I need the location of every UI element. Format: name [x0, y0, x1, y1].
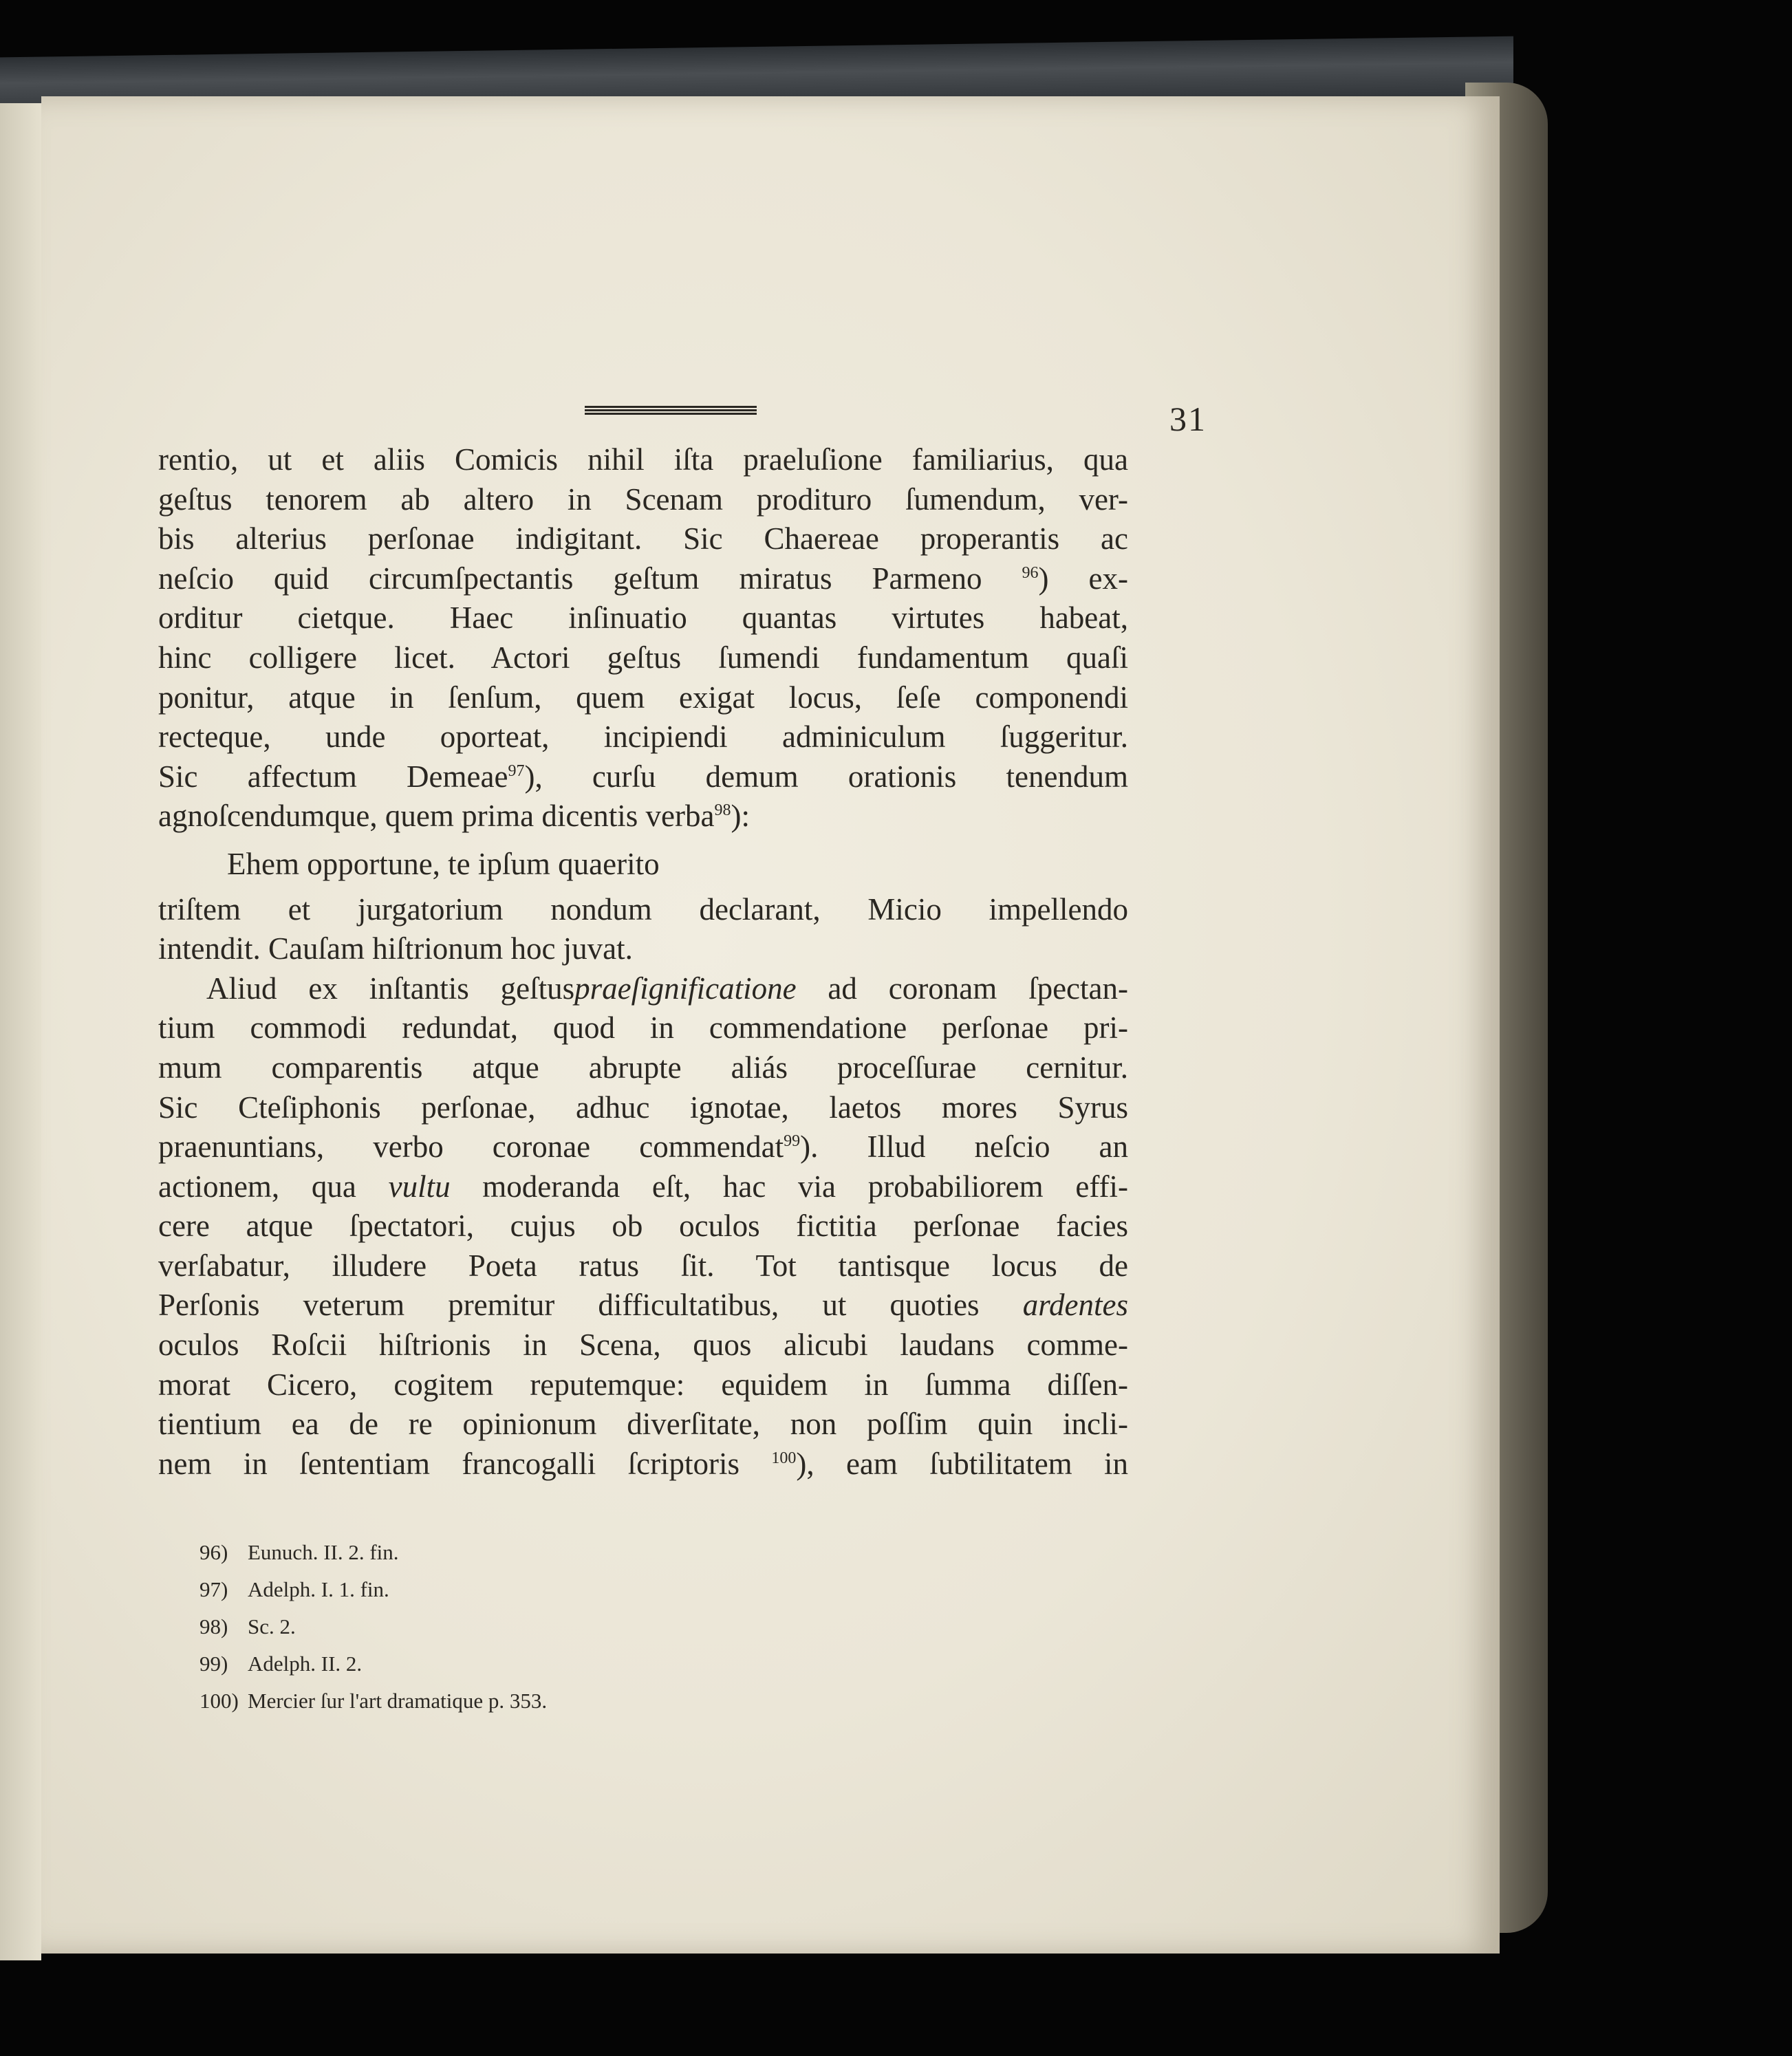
italic-term: praeſignificatione [574, 971, 797, 1006]
footnote-ref-96: 96 [1022, 563, 1039, 582]
book-page [41, 96, 1500, 1954]
text-segment: agnoſcendumque, quem prima dicentis verba [158, 799, 715, 834]
footnote [199, 1645, 547, 1682]
text-line [158, 757, 1128, 797]
text-line: recteque, unde oporteat, incipiendi adminiculum ſuggeritur. [158, 719, 1128, 755]
text-line: ponitur, atque in ſenſum, quem exigat locus, ſeſe componendi [158, 680, 1128, 715]
text-line [158, 1444, 1128, 1484]
text-line: morat Cicero, cogitem reputemque: equidem in ſumma diſſen- [158, 1367, 1128, 1402]
footnote [199, 1682, 547, 1720]
text-line [158, 559, 1128, 599]
text-segment: praenuntians, verbo coronae commendat [158, 1129, 784, 1165]
text-line: cere atque ſpectatori, cujus ob oculos fictitia perſonae facies [158, 1209, 1128, 1244]
text-segment: Perſonis veterum premitur difficultatibus, ut quoties [158, 1288, 980, 1323]
text-line: bis alterius perſonae indigitant. Sic Chaereae properantis ac [158, 521, 1128, 556]
text-line: tium commodi redundat, quod in commendatione perſonae pri- [158, 1010, 1128, 1046]
text-segment: ), curſu demum orationis tenendum [524, 759, 1128, 794]
text-line: geſtus tenorem ab altero in Scenam prodituro ſumendum, ver- [158, 481, 1128, 517]
text-line: rentio, ut et aliis Comicis nihil iſta praeluſione familiarius, qua [158, 442, 1128, 477]
footnote-text: Eunuch. II. 2. fin. [248, 1540, 399, 1564]
footnotes [199, 1534, 547, 1720]
footnote-ref-99: 99 [784, 1132, 801, 1151]
footnote [199, 1571, 547, 1608]
footnote-text: Adelph. II. 2. [248, 1652, 363, 1676]
footnote-number: 99) [199, 1652, 228, 1676]
footnote [199, 1534, 547, 1571]
text-line: orditur cietque. Haec inſinuatio quantas virtutes habeat, [158, 600, 1128, 636]
text-line: Sic Cteſiphonis perſonae, adhuc ignotae, laetos mores Syrus [158, 1090, 1128, 1125]
footnote-number: 98) [199, 1614, 228, 1638]
text-segment: ) ex- [1038, 561, 1128, 596]
text-segment: ), eam ſubtilitatem in [796, 1446, 1129, 1481]
text-line [158, 1127, 1128, 1167]
footnote-number: 97) [199, 1577, 228, 1601]
text-line: intendit. Cauſam hiſtrionum hoc juvat. [158, 931, 633, 966]
footnote-text: Mercier ſur l'art dramatique p. 353. [248, 1689, 548, 1713]
text-line: tientium ea de re opinionum diverſitate, non poſſim quin incli- [158, 1407, 1128, 1442]
italic-term: ardentes [1022, 1288, 1129, 1323]
main-text [158, 440, 1128, 1484]
footnote-ref-100: 100 [771, 1449, 797, 1467]
text-segment: moderanda eſt, hac via probabiliorem effi- [482, 1169, 1128, 1204]
left-page-edge [0, 103, 41, 1960]
verse-quote: Ehem opportune, te ipſum quaerito [227, 846, 660, 881]
footnote-ref-98: 98 [714, 801, 731, 820]
text-line [158, 1167, 1128, 1207]
text-segment: ): [731, 799, 750, 834]
text-segment: Aliud ex inſtantis geſtus [206, 971, 575, 1006]
text-segment: Sic affectum Demeae [158, 759, 508, 794]
text-line: verſabatur, illudere Poeta ratus ſit. Tot tantisque locus de [158, 1248, 1128, 1283]
text-line [158, 1286, 1128, 1325]
text-line: triſtem et jurgatorium nondum declarant, Micio impellendo [158, 891, 1128, 927]
text-line: oculos Roſcii hiſtrionis in Scena, quos alicubi laudans comme- [158, 1328, 1128, 1363]
text-segment: actionem, qua [158, 1169, 356, 1204]
text-line: mum comparentis atque abrupte aliás proceſſurae cernitur. [158, 1050, 1128, 1085]
footnote-number: 96) [199, 1540, 228, 1564]
text-segment: ad coronam ſpectan- [828, 971, 1128, 1006]
page-number: 31 [1169, 400, 1207, 438]
text-segment: nem in ſententiam francogalli ſcriptoris [158, 1446, 740, 1481]
text-line [158, 797, 1128, 836]
text-segment: neſcio quid circumſpectantis geſtum miratus Parmeno [158, 561, 982, 596]
footnote-ref-97: 97 [508, 761, 525, 780]
footnote [199, 1608, 547, 1645]
footnote-number: 100) [199, 1689, 239, 1713]
footnote-text: Sc. 2. [248, 1614, 296, 1638]
text-line [158, 969, 1128, 1009]
header-rule [585, 406, 757, 415]
italic-term: vultu [388, 1169, 451, 1204]
text-line: hinc colligere licet. Actori geſtus ſumendi fundamentum quaſi [158, 640, 1128, 675]
footnote-text: Adelph. I. 1. fin. [248, 1577, 389, 1601]
text-segment: ). Illud neſcio an [800, 1129, 1128, 1165]
